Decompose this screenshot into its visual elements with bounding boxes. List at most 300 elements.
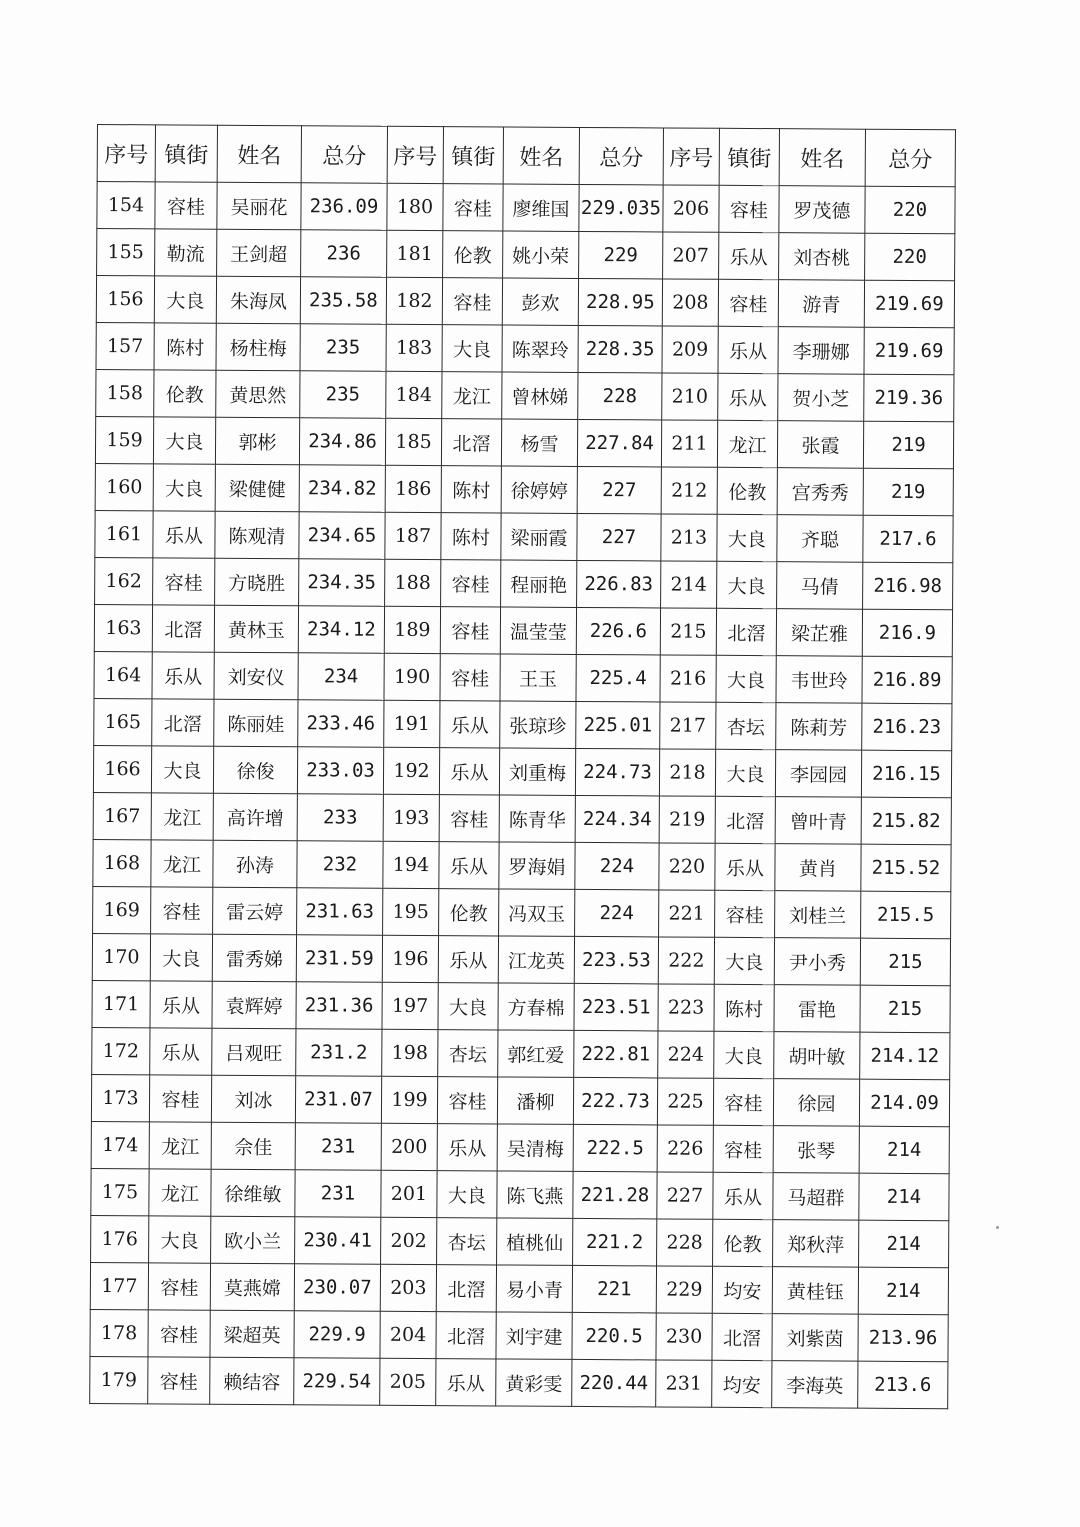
total-score-cell: 216.23 <box>862 703 952 751</box>
total-score-cell: 235 <box>300 371 386 419</box>
town-street-cell: 北滘 <box>436 1265 496 1312</box>
table-row <box>90 1356 948 1408</box>
total-score-cell: 215.52 <box>861 844 951 892</box>
total-score-cell: 214 <box>859 1220 949 1268</box>
town-street-cell: 容桂 <box>718 279 778 326</box>
town-street-cell: 大良 <box>437 1171 497 1218</box>
table-row <box>93 839 951 891</box>
town-street-cell: 陈村 <box>441 466 501 513</box>
person-name-cell: 姚小荣 <box>503 231 579 278</box>
town-street-cell: 北滘 <box>712 1313 772 1360</box>
town-street-cell: 大良 <box>717 514 777 561</box>
town-street-cell: 龙江 <box>151 840 213 887</box>
column-header: 镇街 <box>719 128 779 185</box>
total-score-cell: 229.035 <box>579 184 663 232</box>
person-name-cell: 佘佳 <box>211 1122 295 1170</box>
town-street-cell: 乐从 <box>150 1028 212 1075</box>
total-score-cell: 229.54 <box>294 1358 380 1406</box>
person-name-cell: 梁丽霞 <box>501 513 577 560</box>
total-score-cell: 216.15 <box>861 750 951 798</box>
person-name-cell: 徐婷婷 <box>501 466 577 513</box>
table-row <box>91 1215 949 1267</box>
person-name-cell: 郭彬 <box>215 417 299 465</box>
seq-number-cell: 171 <box>92 980 150 1027</box>
table-row <box>92 1027 950 1079</box>
seq-number-cell: 203 <box>380 1264 436 1311</box>
column-header: 总分 <box>301 126 387 184</box>
town-street-cell: 容桂 <box>437 1077 497 1124</box>
person-name-cell: 王玉 <box>500 654 576 701</box>
total-score-cell: 222.5 <box>573 1124 657 1172</box>
seq-number-cell: 204 <box>380 1311 436 1358</box>
town-street-cell: 乐从 <box>719 232 779 279</box>
person-name-cell: 齐聪 <box>777 515 863 563</box>
person-name-cell: 刘宇建 <box>496 1312 572 1359</box>
score-table-wrapper <box>89 124 955 1398</box>
total-score-cell: 219.69 <box>864 327 954 375</box>
town-street-cell: 乐从 <box>439 842 499 889</box>
seq-number-cell: 207 <box>663 232 719 279</box>
seq-number-cell: 169 <box>93 886 151 933</box>
town-street-cell: 容桂 <box>439 795 499 842</box>
total-score-cell: 219.36 <box>864 374 954 422</box>
table-row <box>95 416 953 468</box>
person-name-cell: 黄彩雯 <box>496 1359 572 1406</box>
person-name-cell: 雷艳 <box>774 985 860 1033</box>
total-score-cell: 220 <box>865 233 955 281</box>
seq-number-cell: 194 <box>383 841 439 888</box>
total-score-cell: 234 <box>298 653 384 701</box>
total-score-cell: 214.12 <box>860 1032 950 1080</box>
seq-number-cell: 219 <box>659 796 715 843</box>
seq-number-cell: 155 <box>97 229 155 276</box>
table-row <box>94 698 952 750</box>
person-name-cell: 陈翠玲 <box>502 325 578 372</box>
person-name-cell: 袁辉婷 <box>212 981 296 1029</box>
town-street-cell: 大良 <box>153 417 215 464</box>
town-street-cell: 容桂 <box>151 887 213 934</box>
column-header: 姓名 <box>217 125 301 183</box>
town-street-cell: 容桂 <box>148 1310 210 1357</box>
person-name-cell: 王剑超 <box>217 229 301 277</box>
person-name-cell: 廖维国 <box>503 184 579 231</box>
table-row <box>90 1262 948 1314</box>
town-street-cell: 北滘 <box>715 796 775 843</box>
total-score-cell: 234.35 <box>299 559 385 607</box>
seq-number-cell: 193 <box>383 794 439 841</box>
person-name-cell: 张霞 <box>777 421 863 469</box>
seq-number-cell: 195 <box>383 888 439 935</box>
total-score-cell: 227.84 <box>577 419 661 467</box>
total-score-cell: 215 <box>860 938 950 986</box>
person-name-cell: 刘安仪 <box>214 652 298 700</box>
seq-number-cell: 189 <box>384 606 440 653</box>
column-header: 镇街 <box>443 127 503 184</box>
seq-number-cell: 160 <box>95 463 153 510</box>
person-name-cell: 植桃仙 <box>497 1218 573 1265</box>
total-score-cell: 213.6 <box>858 1361 948 1409</box>
total-score-cell: 227 <box>577 466 661 514</box>
person-name-cell: 罗茂德 <box>779 186 865 234</box>
seq-number-cell: 222 <box>658 937 714 984</box>
person-name-cell: 曾林娣 <box>502 372 578 419</box>
total-score-cell: 213.96 <box>858 1314 948 1362</box>
seq-number-cell: 176 <box>91 1215 149 1262</box>
person-name-cell: 罗海娟 <box>499 842 575 889</box>
seq-number-cell: 168 <box>93 839 151 886</box>
seq-number-cell: 175 <box>91 1168 149 1215</box>
town-street-cell: 龙江 <box>149 1169 211 1216</box>
person-name-cell: 宫秀秀 <box>777 468 863 516</box>
person-name-cell: 曾叶青 <box>775 797 861 845</box>
town-street-cell: 乐从 <box>436 1359 496 1406</box>
table-row <box>95 463 953 515</box>
total-score-cell: 215 <box>860 985 950 1033</box>
town-street-cell: 容桂 <box>148 1357 210 1404</box>
seq-number-cell: 217 <box>660 702 716 749</box>
total-score-cell: 228.35 <box>578 325 662 373</box>
person-name-cell: 赖结容 <box>210 1357 294 1405</box>
person-name-cell: 杨柱梅 <box>216 323 300 371</box>
column-header: 姓名 <box>779 129 865 187</box>
total-score-cell: 229 <box>579 231 663 279</box>
seq-number-cell: 158 <box>96 369 154 416</box>
person-name-cell: 潘柳 <box>497 1077 573 1124</box>
total-score-cell: 214 <box>859 1173 949 1221</box>
seq-number-cell: 161 <box>95 510 153 557</box>
town-street-cell: 大良 <box>151 746 213 793</box>
person-name-cell: 高许增 <box>213 793 297 841</box>
seq-number-cell: 215 <box>660 608 716 655</box>
town-street-cell: 大良 <box>149 1216 211 1263</box>
total-score-cell: 230.41 <box>295 1217 381 1265</box>
seq-number-cell: 230 <box>656 1313 712 1360</box>
table-row <box>97 182 955 234</box>
total-score-cell: 228.95 <box>578 278 662 326</box>
person-name-cell: 刘重梅 <box>499 748 575 795</box>
town-street-cell: 容桂 <box>155 182 217 229</box>
town-street-cell: 龙江 <box>149 1122 211 1169</box>
seq-number-cell: 170 <box>92 933 150 980</box>
seq-number-cell: 218 <box>659 749 715 796</box>
town-street-cell: 容桂 <box>149 1075 211 1122</box>
table-row <box>96 369 954 421</box>
seq-number-cell: 188 <box>385 559 441 606</box>
table-row <box>91 1121 949 1173</box>
total-score-cell: 214.09 <box>859 1079 949 1127</box>
table-row <box>96 276 954 328</box>
total-score-cell: 214 <box>859 1126 949 1174</box>
seq-number-cell: 209 <box>662 326 718 373</box>
total-score-cell: 227 <box>577 513 661 561</box>
total-score-cell: 223.53 <box>574 936 658 984</box>
column-header: 序号 <box>387 126 443 183</box>
town-street-cell: 大良 <box>154 276 216 323</box>
total-score-cell: 234.86 <box>299 418 385 466</box>
town-street-cell: 伦教 <box>439 889 499 936</box>
town-street-cell: 大良 <box>715 749 775 796</box>
town-street-cell: 伦教 <box>717 467 777 514</box>
table-row <box>94 651 952 703</box>
total-score-cell: 217.6 <box>863 515 953 563</box>
town-street-cell: 容桂 <box>715 890 775 937</box>
town-street-cell: 乐从 <box>153 511 215 558</box>
table-body <box>90 182 955 1409</box>
town-street-cell: 龙江 <box>151 793 213 840</box>
total-score-cell: 216.98 <box>863 562 953 610</box>
person-name-cell: 刘杏桃 <box>779 233 865 281</box>
column-header: 姓名 <box>503 127 579 184</box>
person-name-cell: 梁芷雅 <box>776 609 862 657</box>
column-header: 序号 <box>663 128 719 185</box>
table-row <box>91 1168 949 1220</box>
person-name-cell: 刘冰 <box>211 1075 295 1123</box>
seq-number-cell: 206 <box>663 185 719 232</box>
person-name-cell: 陈观清 <box>215 511 299 559</box>
seq-number-cell: 198 <box>382 1029 438 1076</box>
person-name-cell: 郑秋萍 <box>773 1220 859 1268</box>
total-score-cell: 215.82 <box>861 797 951 845</box>
seq-number-cell: 185 <box>385 418 441 465</box>
table-row <box>90 1309 948 1361</box>
seq-number-cell: 181 <box>387 230 443 277</box>
town-street-cell: 大良 <box>714 937 774 984</box>
town-street-cell: 勒流 <box>155 229 217 276</box>
total-score-cell: 221 <box>572 1265 656 1313</box>
town-street-cell: 容桂 <box>719 185 779 232</box>
total-score-cell: 231.59 <box>296 935 382 983</box>
seq-number-cell: 179 <box>90 1356 148 1403</box>
total-score-cell: 221.28 <box>573 1171 657 1219</box>
town-street-cell: 北滘 <box>152 699 214 746</box>
total-score-cell: 229.9 <box>294 1311 380 1359</box>
seq-number-cell: 205 <box>380 1358 436 1405</box>
seq-number-cell: 211 <box>661 420 717 467</box>
town-street-cell: 容桂 <box>443 184 503 231</box>
table-row <box>94 604 952 656</box>
seq-number-cell: 177 <box>90 1262 148 1309</box>
total-score-cell: 234.65 <box>299 512 385 560</box>
seq-number-cell: 223 <box>658 984 714 1031</box>
seq-number-cell: 173 <box>91 1074 149 1121</box>
town-street-cell: 大良 <box>717 561 777 608</box>
person-name-cell: 尹小秀 <box>774 938 860 986</box>
town-street-cell: 乐从 <box>439 748 499 795</box>
seq-number-cell: 174 <box>91 1121 149 1168</box>
seq-number-cell: 190 <box>384 653 440 700</box>
score-table <box>89 124 956 1409</box>
person-name-cell: 黄思然 <box>216 370 300 418</box>
total-score-cell: 234.82 <box>299 465 385 513</box>
seq-number-cell: 210 <box>662 373 718 420</box>
total-score-cell: 233.03 <box>297 747 383 795</box>
person-name-cell: 冯双玉 <box>499 889 575 936</box>
person-name-cell: 郭红爱 <box>498 1030 574 1077</box>
seq-number-cell: 197 <box>382 982 438 1029</box>
total-score-cell: 220.44 <box>572 1359 656 1407</box>
table-row <box>96 322 954 374</box>
total-score-cell: 236.09 <box>301 183 387 231</box>
person-name-cell: 江龙英 <box>498 936 574 983</box>
seq-number-cell: 191 <box>384 700 440 747</box>
person-name-cell: 吴清梅 <box>497 1124 573 1171</box>
town-street-cell: 均安 <box>712 1266 772 1313</box>
total-score-cell: 231.07 <box>295 1076 381 1124</box>
seq-number-cell: 221 <box>659 890 715 937</box>
person-name-cell: 刘桂兰 <box>775 891 861 939</box>
total-score-cell: 222.73 <box>573 1077 657 1125</box>
total-score-cell: 235 <box>300 324 386 372</box>
person-name-cell: 温莹莹 <box>500 607 576 654</box>
total-score-cell: 226.83 <box>577 560 661 608</box>
town-street-cell: 大良 <box>442 325 502 372</box>
total-score-cell: 231 <box>295 1123 381 1171</box>
person-name-cell: 程丽艳 <box>501 560 577 607</box>
table-row <box>92 980 950 1032</box>
person-name-cell: 游青 <box>778 280 864 328</box>
seq-number-cell: 180 <box>387 183 443 230</box>
town-street-cell: 均安 <box>712 1360 772 1407</box>
town-street-cell: 乐从 <box>440 701 500 748</box>
column-header: 序号 <box>97 125 155 182</box>
town-street-cell: 大良 <box>150 934 212 981</box>
total-score-cell: 225.4 <box>576 654 660 702</box>
total-score-cell: 220 <box>865 186 955 234</box>
header-row <box>97 125 955 187</box>
person-name-cell: 吕观旺 <box>212 1028 296 1076</box>
town-street-cell: 陈村 <box>714 984 774 1031</box>
table-row <box>93 792 951 844</box>
total-score-cell: 214 <box>858 1267 948 1315</box>
total-score-cell: 220.5 <box>572 1312 656 1360</box>
person-name-cell: 方春棉 <box>498 983 574 1030</box>
seq-number-cell: 178 <box>90 1309 148 1356</box>
total-score-cell: 225.01 <box>576 701 660 749</box>
town-street-cell: 陈村 <box>441 513 501 560</box>
seq-number-cell: 196 <box>382 935 438 982</box>
table-row <box>93 745 951 797</box>
seq-number-cell: 192 <box>383 747 439 794</box>
total-score-cell: 233.46 <box>298 700 384 748</box>
person-name-cell: 张琼珍 <box>500 701 576 748</box>
total-score-cell: 219.69 <box>864 280 954 328</box>
column-header: 总分 <box>865 129 955 187</box>
total-score-cell: 223.51 <box>574 983 658 1031</box>
person-name-cell: 方晓胜 <box>215 558 299 606</box>
seq-number-cell: 214 <box>661 561 717 608</box>
town-street-cell: 伦教 <box>154 370 216 417</box>
seq-number-cell: 157 <box>96 322 154 369</box>
person-name-cell: 黄桂钰 <box>772 1267 858 1315</box>
seq-number-cell: 164 <box>94 651 152 698</box>
total-score-cell: 231.63 <box>297 888 383 936</box>
total-score-cell: 226.6 <box>576 607 660 655</box>
town-street-cell: 大良 <box>716 655 776 702</box>
town-street-cell: 大良 <box>438 983 498 1030</box>
person-name-cell: 李海英 <box>772 1361 858 1409</box>
seq-number-cell: 225 <box>657 1078 713 1125</box>
column-header: 总分 <box>579 127 663 185</box>
total-score-cell: 216.9 <box>862 609 952 657</box>
person-name-cell: 彭欢 <box>502 278 578 325</box>
total-score-cell: 236 <box>301 230 387 278</box>
total-score-cell: 219 <box>863 421 953 469</box>
seq-number-cell: 182 <box>386 277 442 324</box>
seq-number-cell: 184 <box>386 371 442 418</box>
seq-number-cell: 183 <box>386 324 442 371</box>
person-name-cell: 易小青 <box>496 1265 572 1312</box>
table-row <box>97 229 955 281</box>
seq-number-cell: 166 <box>93 745 151 792</box>
person-name-cell: 梁超英 <box>210 1310 294 1358</box>
seq-number-cell: 224 <box>658 1031 714 1078</box>
person-name-cell: 陈青华 <box>499 795 575 842</box>
seq-number-cell: 226 <box>657 1125 713 1172</box>
town-street-cell: 容桂 <box>441 560 501 607</box>
person-name-cell: 马超群 <box>773 1173 859 1221</box>
person-name-cell: 朱海凤 <box>216 276 300 324</box>
town-street-cell: 北滘 <box>441 419 501 466</box>
table-row <box>91 1074 949 1126</box>
total-score-cell: 235.58 <box>300 277 386 325</box>
table-row <box>93 886 951 938</box>
total-score-cell: 224.34 <box>575 795 659 843</box>
person-name-cell: 徐维敏 <box>211 1169 295 1217</box>
table-row <box>92 933 950 985</box>
total-score-cell: 221.2 <box>573 1218 657 1266</box>
person-name-cell: 徐园 <box>773 1079 859 1127</box>
scan-speck <box>996 1226 999 1229</box>
person-name-cell: 李珊娜 <box>778 327 864 375</box>
town-street-cell: 杏坛 <box>438 1030 498 1077</box>
seq-number-cell: 165 <box>94 698 152 745</box>
total-score-cell: 230.07 <box>294 1264 380 1312</box>
total-score-cell: 222.81 <box>574 1030 658 1078</box>
seq-number-cell: 212 <box>661 467 717 514</box>
seq-number-cell: 163 <box>94 604 152 651</box>
person-name-cell: 徐俊 <box>213 746 297 794</box>
total-score-cell: 224 <box>575 889 659 937</box>
town-street-cell: 容桂 <box>713 1078 773 1125</box>
town-street-cell: 乐从 <box>438 936 498 983</box>
person-name-cell: 韦世玲 <box>776 656 862 704</box>
seq-number-cell: 202 <box>381 1217 437 1264</box>
town-street-cell: 乐从 <box>713 1172 773 1219</box>
person-name-cell: 欧小兰 <box>211 1216 295 1264</box>
total-score-cell: 224 <box>575 842 659 890</box>
town-street-cell: 容桂 <box>440 607 500 654</box>
town-street-cell: 乐从 <box>152 652 214 699</box>
town-street-cell: 北滘 <box>436 1312 496 1359</box>
total-score-cell: 216.89 <box>862 656 952 704</box>
town-street-cell: 乐从 <box>437 1124 497 1171</box>
total-score-cell: 215.5 <box>861 891 951 939</box>
person-name-cell: 黄肖 <box>775 844 861 892</box>
total-score-cell: 232 <box>297 841 383 889</box>
town-street-cell: 容桂 <box>713 1125 773 1172</box>
town-street-cell: 龙江 <box>442 372 502 419</box>
table-row <box>95 510 953 562</box>
seq-number-cell: 213 <box>661 514 717 561</box>
seq-number-cell: 200 <box>381 1123 437 1170</box>
total-score-cell: 231.36 <box>296 982 382 1030</box>
person-name-cell: 贺小芝 <box>778 374 864 422</box>
town-street-cell: 容桂 <box>153 558 215 605</box>
total-score-cell: 219 <box>863 468 953 516</box>
person-name-cell: 李园园 <box>775 750 861 798</box>
seq-number-cell: 167 <box>93 792 151 839</box>
town-street-cell: 陈村 <box>154 323 216 370</box>
